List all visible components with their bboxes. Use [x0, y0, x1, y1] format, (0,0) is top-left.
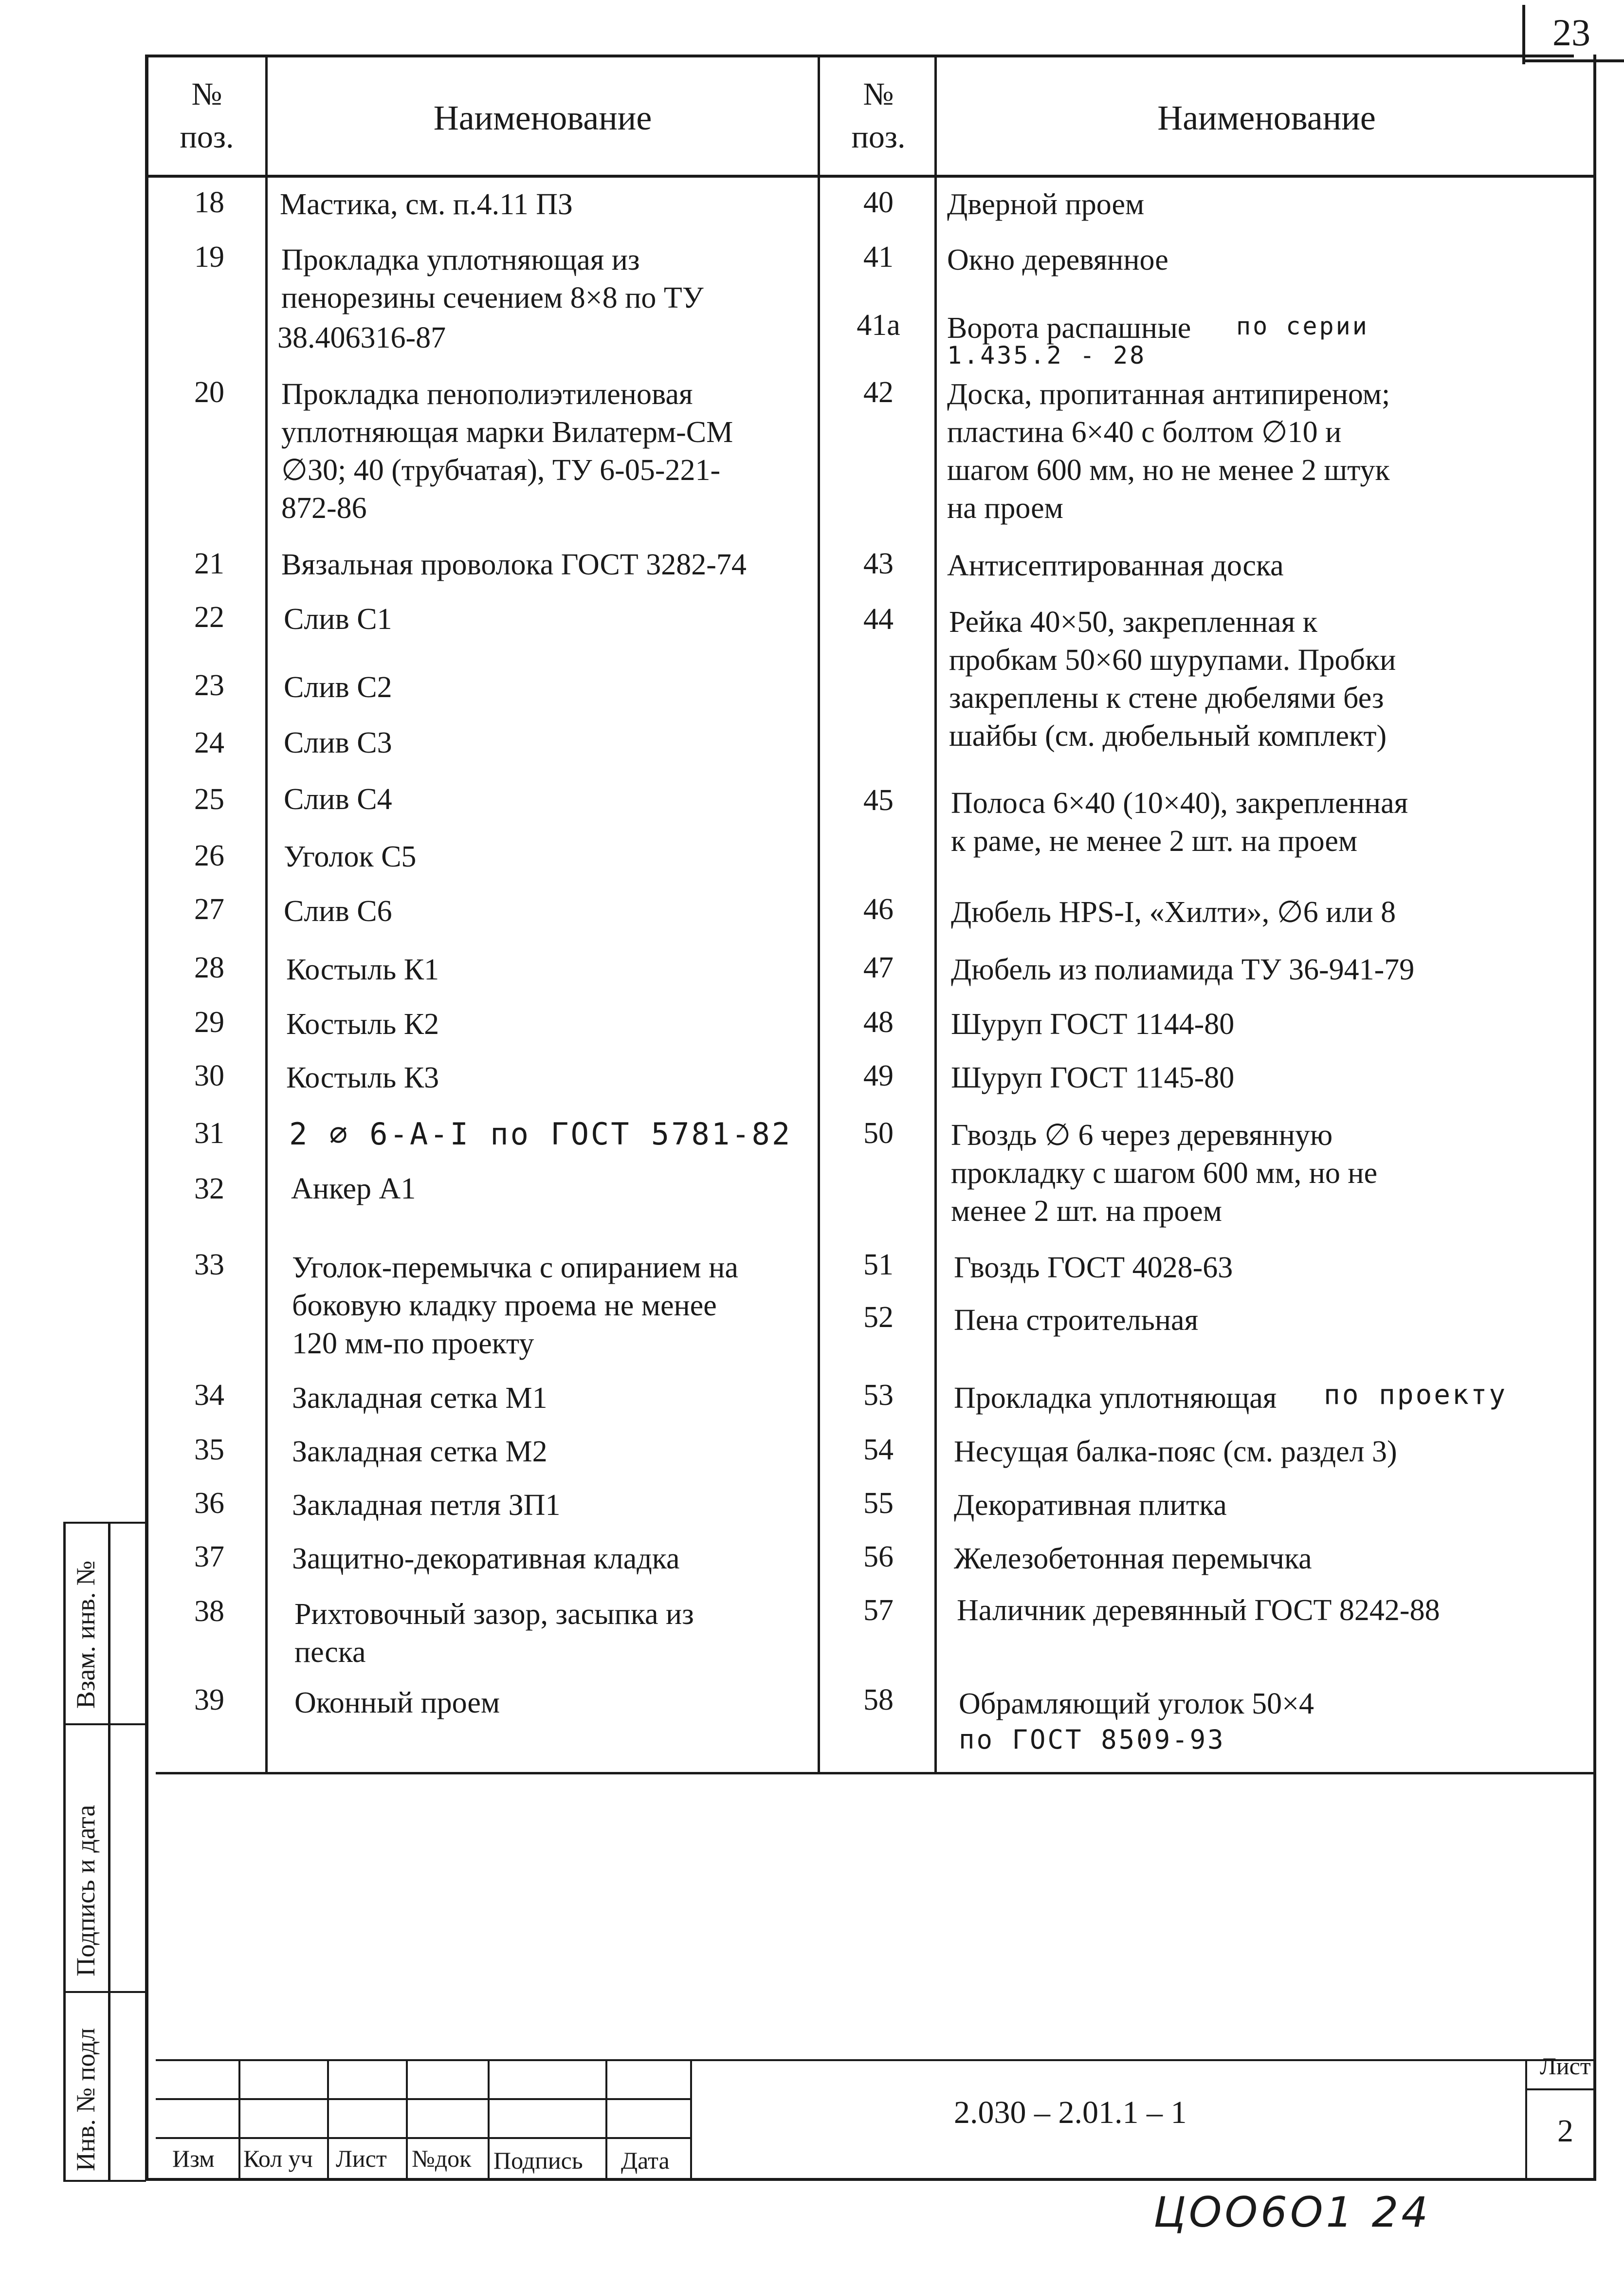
item-name: Закладная сетка М1	[292, 1382, 547, 1415]
header-separator	[145, 175, 1596, 178]
item-name: Дюбель из полиамида ТУ 36-941-79	[951, 953, 1415, 986]
item-name: Гвоздь ∅ 6 через деревянную	[951, 1119, 1333, 1152]
pos-number: 57	[863, 1594, 894, 1627]
item-name: Слив С3	[284, 726, 392, 759]
item-name: Наличник деревянный ГОСТ 8242-88	[957, 1594, 1440, 1627]
item-name: прокладку с шагом 600 мм, но не	[951, 1157, 1378, 1190]
pos-number: 55	[863, 1487, 894, 1520]
item-name: Обрамляющий уголок 50×4	[959, 1687, 1314, 1720]
item-name: Ворота распашные	[947, 312, 1191, 345]
pos-number: 56	[863, 1540, 894, 1573]
item-name: Прокладка уплотняющая	[954, 1382, 1277, 1415]
item-name: Рихтовочный зазор, засыпка из	[294, 1598, 694, 1631]
handwritten-note: 1.435.2 - 28	[947, 341, 1147, 369]
column-divider	[265, 55, 268, 1773]
item-name: 38.406316-87	[277, 321, 446, 354]
side-label-replacement-inv: Взам. инв. №	[71, 1560, 100, 1709]
pos-number: 28	[194, 951, 224, 984]
pos-number: 50	[863, 1117, 894, 1150]
item-name: Гвоздь ГОСТ 4028-63	[954, 1251, 1233, 1284]
title-block-rule	[238, 2059, 240, 2181]
handwritten-note: по серии	[1236, 312, 1369, 340]
item-name: шагом 600 мм, но не менее 2 штук	[947, 454, 1390, 487]
pos-number: 18	[194, 186, 224, 219]
title-block-rule	[406, 2059, 408, 2181]
margin-rule	[108, 1522, 110, 2181]
pos-number: 22	[194, 601, 224, 634]
item-name: Вязальная проволока ГОСТ 3282-74	[281, 548, 747, 581]
archive-stamp: ЦОО6О1 24	[1153, 2188, 1431, 2237]
margin-rule	[63, 1522, 66, 2181]
item-name: менее 2 шт. на проем	[951, 1195, 1223, 1228]
item-name: Слив С2	[284, 671, 392, 704]
pos-number: 48	[863, 1006, 894, 1039]
sheet-number: 2	[1557, 2113, 1573, 2149]
item-name: Шуруп ГОСТ 1145-80	[951, 1061, 1235, 1094]
item-name: Слив С4	[284, 783, 392, 816]
title-block-col-label: Подпись	[493, 2147, 583, 2174]
item-name: Прокладка уплотняющая из	[281, 243, 640, 277]
pos-number: 20	[194, 376, 224, 409]
pos-number: 32	[194, 1172, 224, 1205]
item-name: Антисептированная доска	[947, 549, 1284, 582]
item-name: Рейка 40×50, закрепленная к	[949, 606, 1317, 639]
item-name: Анкер А1	[291, 1172, 416, 1205]
pos-number: 30	[194, 1059, 224, 1092]
header-name-label-left: Наименование	[433, 98, 652, 137]
item-name: Прокладка пенополиэтиленовая	[281, 378, 693, 411]
item-name: Несущая балка-пояс (см. раздел 3)	[954, 1435, 1397, 1468]
frame-top-rule	[145, 55, 1574, 57]
pos-number: 41а	[857, 309, 900, 342]
document-code: 2.030 – 2.01.1 – 1	[954, 2095, 1187, 2130]
pos-number: 53	[863, 1379, 894, 1412]
pos-number: 51	[863, 1248, 894, 1281]
item-name: пластина 6×40 с болтом ∅10 и	[947, 416, 1342, 449]
item-name: Доска, пропитанная антипиреном;	[947, 378, 1390, 411]
pos-number: 58	[863, 1683, 894, 1716]
item-name: Слив С1	[284, 603, 392, 636]
item-name: по ГОСТ 8509-93	[959, 1724, 1225, 1755]
pos-number: 47	[863, 951, 894, 984]
item-name: Декоративная плитка	[954, 1489, 1227, 1522]
item-name: Оконный проем	[294, 1686, 500, 1719]
item-name: Пена строительная	[954, 1304, 1199, 1337]
title-block-rule	[488, 2059, 490, 2181]
item-name: Полоса 6×40 (10×40), закрепленная	[951, 787, 1408, 820]
pos-number: 34	[194, 1379, 224, 1412]
pos-number: 33	[194, 1248, 224, 1281]
pos-number: 38	[194, 1595, 224, 1628]
page-number: 23	[1552, 11, 1590, 54]
table-bottom-rule	[156, 1772, 1596, 1774]
header-num-label-right: № поз.	[851, 76, 906, 155]
header-num-label-left: № поз.	[180, 76, 234, 155]
item-name: Уголок-перемычка с опиранием на	[292, 1251, 738, 1284]
pos-number: 26	[194, 839, 224, 872]
item-name: песка	[294, 1636, 366, 1669]
side-label-original-inv: Инв. № подл	[71, 2028, 100, 2171]
pos-number: 21	[194, 547, 224, 580]
item-name: Окно деревянное	[947, 243, 1168, 277]
title-block-col-label: Изм	[172, 2145, 215, 2172]
pos-number: 49	[863, 1059, 894, 1092]
side-label-signature-date: Подпись и дата	[71, 1805, 100, 1976]
item-name: Шуруп ГОСТ 1144-80	[951, 1008, 1235, 1041]
title-block-rule	[156, 2137, 691, 2139]
pos-number: 27	[194, 893, 224, 926]
pos-number: 52	[863, 1301, 894, 1334]
item-name: Мастика, см. п.4.11 ПЗ	[280, 188, 573, 221]
item-name: Дюбель HPS-I, «Хилти», ∅6 или 8	[951, 896, 1396, 929]
item-name: боковую кладку проема не менее	[292, 1289, 717, 1322]
item-name: Защитно-декоративная кладка	[292, 1542, 680, 1575]
item-name: 872-86	[281, 492, 367, 525]
header-name-label-right: Наименование	[1157, 98, 1376, 137]
pos-number: 24	[194, 726, 224, 759]
item-name: ∅30; 40 (трубчатая), ТУ 6-05-221-	[281, 454, 721, 487]
margin-rule	[63, 1723, 146, 1725]
pos-number: 19	[194, 240, 224, 274]
title-block-rule	[1525, 2059, 1527, 2181]
title-block-rule	[327, 2059, 329, 2181]
item-name: Костыль К3	[286, 1061, 439, 1094]
item-name: 120 мм-по проекту	[292, 1327, 534, 1360]
title-block-col-label: Лист	[336, 2145, 387, 2172]
pos-number: 40	[863, 186, 894, 219]
pos-number: 31	[194, 1117, 224, 1150]
pos-number: 23	[194, 669, 224, 702]
pos-number: 37	[194, 1540, 224, 1573]
pos-number: 42	[863, 376, 894, 409]
item-name: пенорезины сечением 8×8 по ТУ	[281, 281, 704, 314]
column-divider	[934, 55, 937, 1773]
pos-number: 43	[863, 547, 894, 580]
item-name: 2 ∅ 6-А-I по ГОСТ 5781-82	[289, 1116, 792, 1152]
title-block-rule	[156, 2098, 691, 2100]
pos-number: 25	[194, 783, 224, 816]
item-name: Костыль К2	[286, 1008, 439, 1041]
column-divider	[818, 55, 820, 1773]
item-name: Дверной проем	[947, 188, 1145, 221]
item-name: на проем	[947, 492, 1063, 525]
margin-rule	[63, 2180, 146, 2182]
handwritten-note: по проекту	[1324, 1379, 1508, 1411]
title-block-rule	[605, 2059, 607, 2181]
item-name: Уголок С5	[284, 840, 417, 873]
pos-number: 54	[863, 1433, 894, 1466]
item-name: Слив С6	[284, 895, 392, 928]
item-name: Закладная петля ЗП1	[292, 1489, 561, 1522]
title-block-col-label: Кол уч	[243, 2145, 313, 2172]
item-name: закреплены к стене дюбелями без	[949, 682, 1384, 715]
item-name: Железобетонная перемычка	[954, 1542, 1312, 1575]
pos-number: 29	[194, 1006, 224, 1039]
pos-number: 46	[863, 893, 894, 926]
item-name: Закладная сетка М2	[292, 1435, 547, 1468]
item-name: Костыль К1	[286, 953, 439, 986]
title-block-col-label: №док	[412, 2145, 472, 2172]
pos-number: 45	[863, 784, 894, 817]
item-name: пробкам 50×60 шурупами. Пробки	[949, 644, 1396, 677]
sheet-label: Лист	[1540, 2052, 1591, 2080]
pos-number: 39	[194, 1683, 224, 1716]
pos-number: 35	[194, 1433, 224, 1466]
title-block-rule	[156, 2059, 1596, 2061]
item-name: уплотняющая марки Вилатерм-СМ	[281, 416, 733, 449]
pos-number: 36	[194, 1487, 224, 1520]
item-name: шайбы (см. дюбельный комплект)	[949, 719, 1387, 753]
title-block-col-label: Дата	[621, 2147, 670, 2174]
item-name: к раме, не менее 2 шт. на проем	[951, 825, 1358, 858]
pos-number: 44	[863, 603, 894, 636]
pos-number: 41	[863, 240, 894, 274]
margin-rule	[63, 1991, 146, 1993]
title-block-rule	[1525, 2088, 1596, 2090]
margin-rule	[63, 1522, 146, 1524]
title-block-rule	[690, 2059, 692, 2181]
